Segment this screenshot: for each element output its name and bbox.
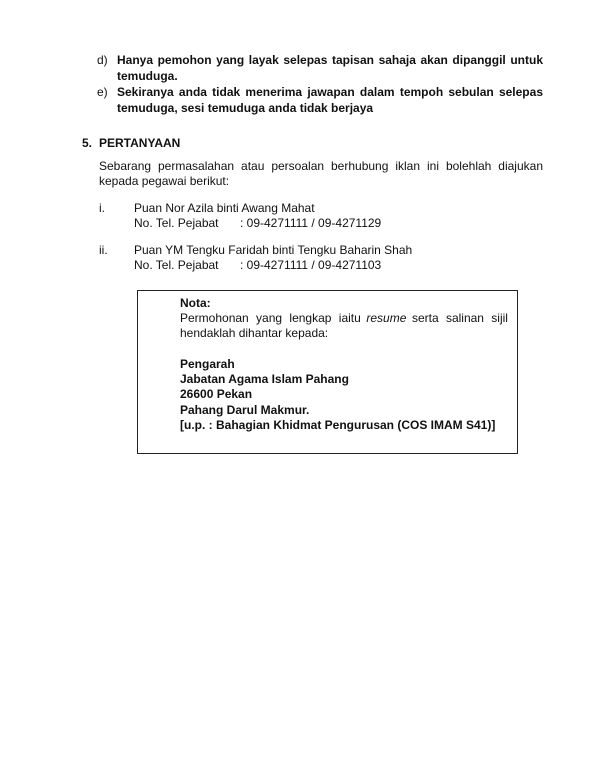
address-line: Pengarah: [180, 357, 235, 371]
note-text: Permohonan yang lengkap iaitu: [180, 311, 361, 325]
note-emphasis: resume: [366, 311, 407, 325]
contact-name: Puan Nor Azila binti Awang Mahat: [134, 201, 315, 215]
item-marker: e): [97, 85, 108, 99]
note-text: serta salinan sijil: [411, 311, 508, 325]
tel-label: No. Tel. Pejabat: [134, 258, 219, 272]
tel-label: No. Tel. Pejabat: [134, 216, 219, 230]
note-line: [180, 311, 508, 326]
item-text: temuduga.: [117, 69, 178, 83]
contact-marker: ii.: [99, 243, 108, 257]
section-intro: Sebarang permasalahan atau persoalan berhubung iklan ini bolehlah diajukan: [99, 159, 543, 173]
section-title: PERTANYAAN: [99, 136, 181, 150]
address-line: [u.p. : Bahagian Khidmat Pengurusan (COS IMAM S41)]: [180, 418, 496, 432]
note-title: Nota:: [180, 296, 211, 310]
address-line: Pahang Darul Makmur.: [180, 403, 310, 417]
address-line: Jabatan Agama Islam Pahang: [180, 372, 349, 386]
contact-name: Puan YM Tengku Faridah binti Tengku Baharin Shah: [134, 243, 413, 257]
tel-value: : 09-4271111 / 09-4271129: [240, 216, 382, 230]
section-number: 5.: [82, 136, 93, 150]
item-text: Sekiranya anda tidak menerima jawapan dalam tempoh sebulan selepas: [117, 85, 543, 99]
note-text: hendaklah dihantar kepada:: [180, 326, 329, 340]
item-text: Hanya pemohon yang layak selepas tapisan sahaja akan dipanggil untuk: [117, 53, 543, 67]
contact-marker: i.: [99, 201, 105, 215]
address-line: 26600 Pekan: [180, 387, 253, 401]
section-intro: kepada pegawai berikut:: [99, 174, 230, 188]
item-text: temuduga, sesi temuduga anda tidak berjaya: [117, 101, 374, 115]
item-marker: d): [97, 53, 108, 67]
tel-value: : 09-4271111 / 09-4271103: [240, 258, 382, 272]
